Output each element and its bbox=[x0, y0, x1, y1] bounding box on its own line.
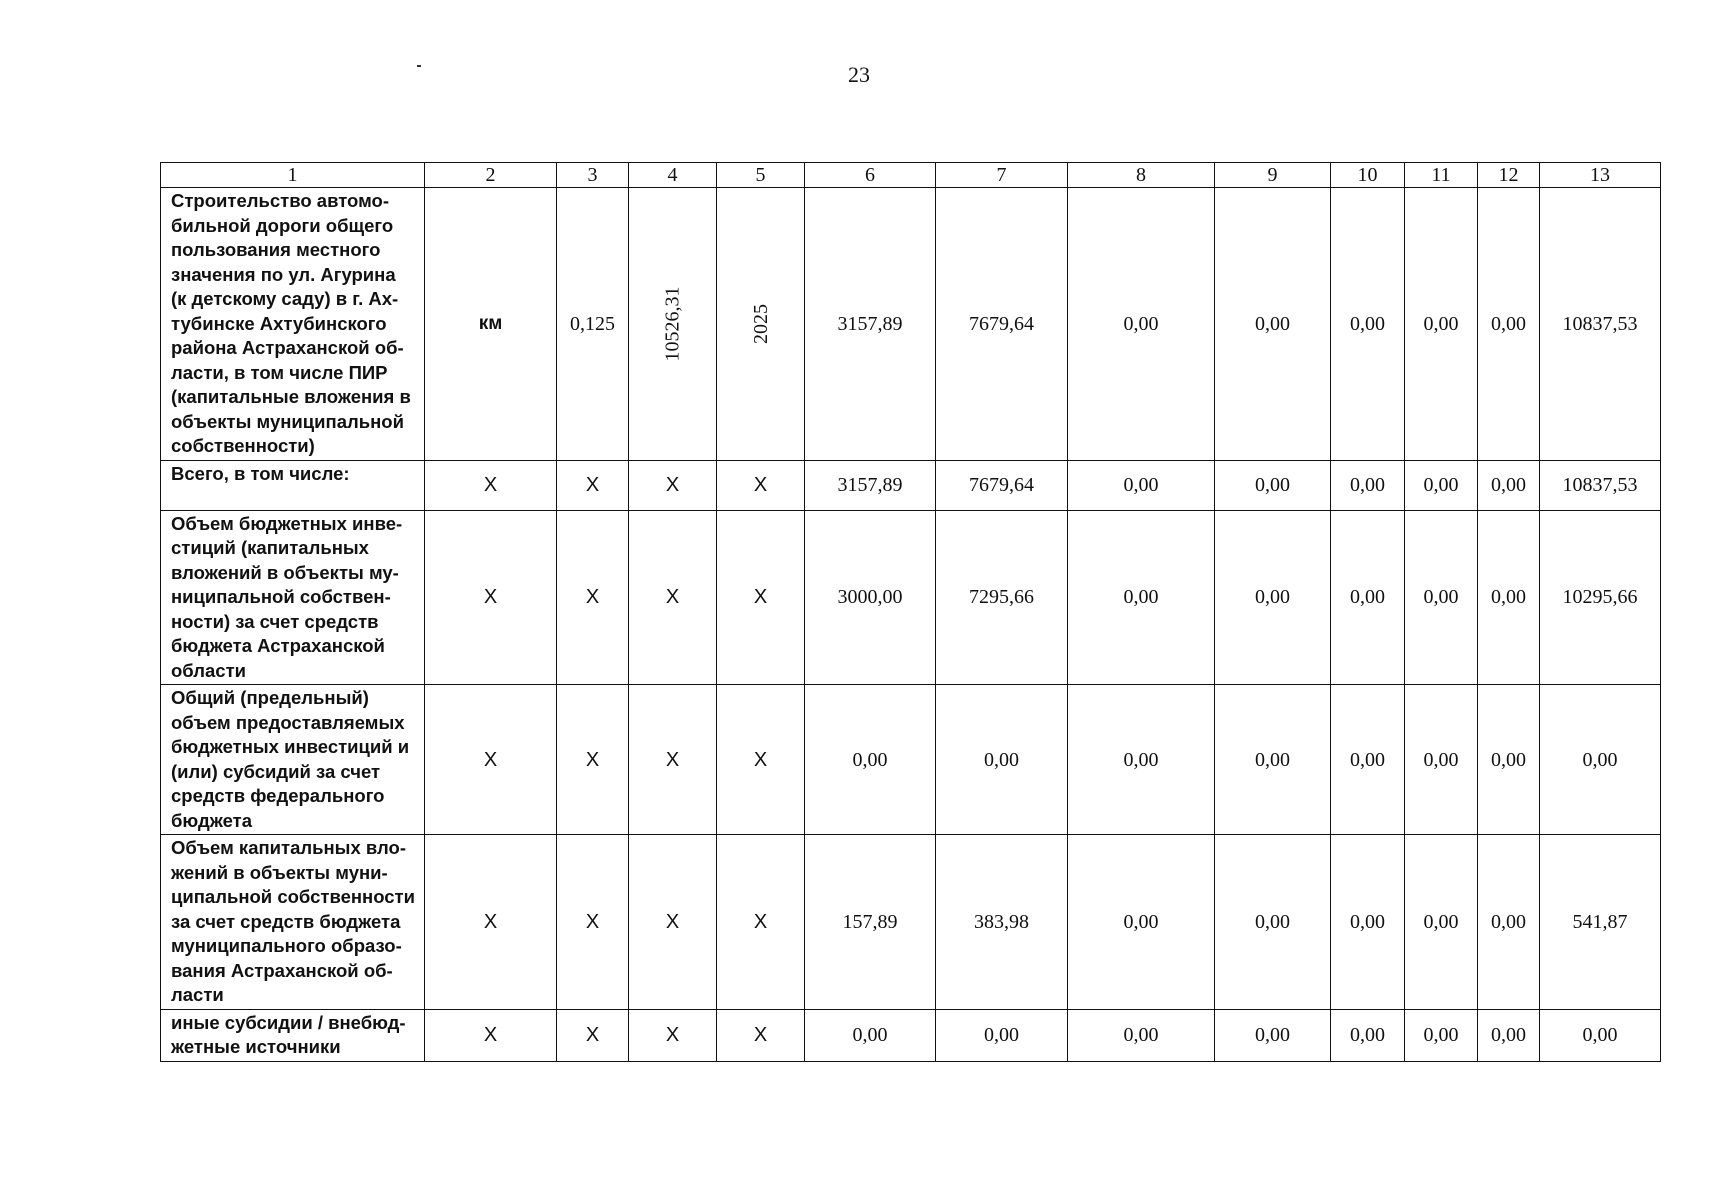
cost-value: 10526,31 bbox=[661, 286, 684, 362]
row-description: Объем капитальных вло-жений в объекты муни-ципальной собственности за счет средств бюджета муниципального образо-вания Астраханской об-ласти bbox=[161, 835, 425, 1010]
column-header: 9 bbox=[1215, 163, 1331, 188]
capacity-cell: 0,125 bbox=[557, 188, 629, 461]
value-cell: 7295,66 bbox=[936, 510, 1068, 685]
column-header: 11 bbox=[1405, 163, 1478, 188]
x-cell: X bbox=[629, 1009, 717, 1061]
value-cell: 0,00 bbox=[1478, 188, 1540, 461]
x-cell: X bbox=[717, 685, 805, 835]
value-cell: 0,00 bbox=[1215, 460, 1331, 510]
value-cell: 0,00 bbox=[1478, 685, 1540, 835]
x-cell: X bbox=[425, 1009, 557, 1061]
row-description: Строительство автомо-бильной дороги общего пользования местного значения по ул. Агурина (к детскому саду) в г. Ах-тубинске Ахтубинского района Астраханской об-ласти, в том числе ПИР (капитальные вложения в объекты муниципальной собственности) bbox=[161, 188, 425, 461]
table-row bbox=[161, 1009, 1661, 1061]
total-cell: 10295,66 bbox=[1540, 510, 1661, 685]
table-row bbox=[161, 188, 1661, 461]
value-cell: 7679,64 bbox=[936, 460, 1068, 510]
value-cell: 7679,64 bbox=[936, 188, 1068, 461]
total-cell: 0,00 bbox=[1540, 1009, 1661, 1061]
value-cell: 0,00 bbox=[1331, 835, 1405, 1010]
scan-speck bbox=[417, 65, 421, 67]
x-cell: X bbox=[557, 460, 629, 510]
column-header: 8 bbox=[1068, 163, 1215, 188]
value-cell: 0,00 bbox=[1405, 1009, 1478, 1061]
x-cell: X bbox=[629, 685, 717, 835]
x-cell: X bbox=[425, 510, 557, 685]
x-cell: X bbox=[557, 510, 629, 685]
column-header: 13 bbox=[1540, 163, 1661, 188]
value-cell: 0,00 bbox=[1331, 1009, 1405, 1061]
value-cell: 0,00 bbox=[936, 1009, 1068, 1061]
page-number: 23 bbox=[848, 62, 870, 87]
column-header: 10 bbox=[1331, 163, 1405, 188]
unit-cell: км bbox=[425, 188, 557, 461]
column-header: 4 bbox=[629, 163, 717, 188]
column-header: 5 bbox=[717, 163, 805, 188]
value-cell: 0,00 bbox=[805, 1009, 936, 1061]
value-cell: 0,00 bbox=[1331, 510, 1405, 685]
column-header: 3 bbox=[557, 163, 629, 188]
value-cell: 0,00 bbox=[1405, 510, 1478, 685]
value-cell: 0,00 bbox=[1215, 835, 1331, 1010]
x-cell: X bbox=[557, 685, 629, 835]
value-cell: 0,00 bbox=[1331, 188, 1405, 461]
value-cell: 0,00 bbox=[1068, 510, 1215, 685]
value-cell: 0,00 bbox=[1331, 460, 1405, 510]
value-cell: 0,00 bbox=[1068, 685, 1215, 835]
value-cell: 383,98 bbox=[936, 835, 1068, 1010]
value-cell: 0,00 bbox=[1405, 835, 1478, 1010]
x-cell: X bbox=[425, 685, 557, 835]
total-cell: 541,87 bbox=[1540, 835, 1661, 1010]
x-cell: X bbox=[425, 835, 557, 1010]
x-cell: X bbox=[717, 460, 805, 510]
row-description: иные субсидии / внебюд-жетные источники bbox=[161, 1009, 425, 1061]
row-description: Всего, в том числе: bbox=[161, 460, 425, 510]
x-cell: X bbox=[717, 835, 805, 1010]
table-row bbox=[161, 685, 1661, 835]
column-header: 1 bbox=[161, 163, 425, 188]
value-cell: 0,00 bbox=[1405, 188, 1478, 461]
row-description: Общий (предельный) объем предоставляемых бюджетных инвестиций и (или) субсидий за счет средств федерального бюджета bbox=[161, 685, 425, 835]
value-cell: 0,00 bbox=[1478, 510, 1540, 685]
value-cell: 0,00 bbox=[1215, 510, 1331, 685]
header-row bbox=[161, 163, 1661, 188]
value-cell: 0,00 bbox=[1068, 1009, 1215, 1061]
column-header: 2 bbox=[425, 163, 557, 188]
value-cell: 0,00 bbox=[1405, 460, 1478, 510]
x-cell: X bbox=[717, 510, 805, 685]
table-row bbox=[161, 835, 1661, 1010]
value-cell: 0,00 bbox=[1068, 460, 1215, 510]
cost-cell bbox=[629, 188, 717, 461]
value-cell: 0,00 bbox=[1068, 188, 1215, 461]
column-header: 6 bbox=[805, 163, 936, 188]
value-cell: 0,00 bbox=[1478, 460, 1540, 510]
value-cell: 0,00 bbox=[805, 685, 936, 835]
value-cell: 3000,00 bbox=[805, 510, 936, 685]
total-cell: 10837,53 bbox=[1540, 460, 1661, 510]
year-cell bbox=[717, 188, 805, 461]
value-cell: 0,00 bbox=[1331, 685, 1405, 835]
x-cell: X bbox=[717, 1009, 805, 1061]
investment-table bbox=[160, 162, 1661, 1062]
value-cell: 157,89 bbox=[805, 835, 936, 1010]
x-cell: X bbox=[629, 460, 717, 510]
table-row bbox=[161, 510, 1661, 685]
value-cell: 3157,89 bbox=[805, 460, 936, 510]
value-cell: 0,00 bbox=[1215, 685, 1331, 835]
value-cell: 0,00 bbox=[1215, 1009, 1331, 1061]
row-description: Объем бюджетных инве-стиций (капитальных вложений в объекты му-ниципальной собствен-ности) за счет средств бюджета Астраханской области bbox=[161, 510, 425, 685]
value-cell: 0,00 bbox=[1478, 835, 1540, 1010]
value-cell: 0,00 bbox=[936, 685, 1068, 835]
value-cell: 0,00 bbox=[1068, 835, 1215, 1010]
value-cell: 0,00 bbox=[1405, 685, 1478, 835]
year-value: 2025 bbox=[749, 303, 772, 344]
value-cell: 0,00 bbox=[1478, 1009, 1540, 1061]
total-cell: 10837,53 bbox=[1540, 188, 1661, 461]
value-cell: 0,00 bbox=[1215, 188, 1331, 461]
column-header: 7 bbox=[936, 163, 1068, 188]
x-cell: X bbox=[557, 1009, 629, 1061]
total-cell: 0,00 bbox=[1540, 685, 1661, 835]
x-cell: X bbox=[557, 835, 629, 1010]
x-cell: X bbox=[425, 460, 557, 510]
column-header: 12 bbox=[1478, 163, 1540, 188]
x-cell: X bbox=[629, 835, 717, 1010]
value-cell: 3157,89 bbox=[805, 188, 936, 461]
table-row bbox=[161, 460, 1661, 510]
x-cell: X bbox=[629, 510, 717, 685]
